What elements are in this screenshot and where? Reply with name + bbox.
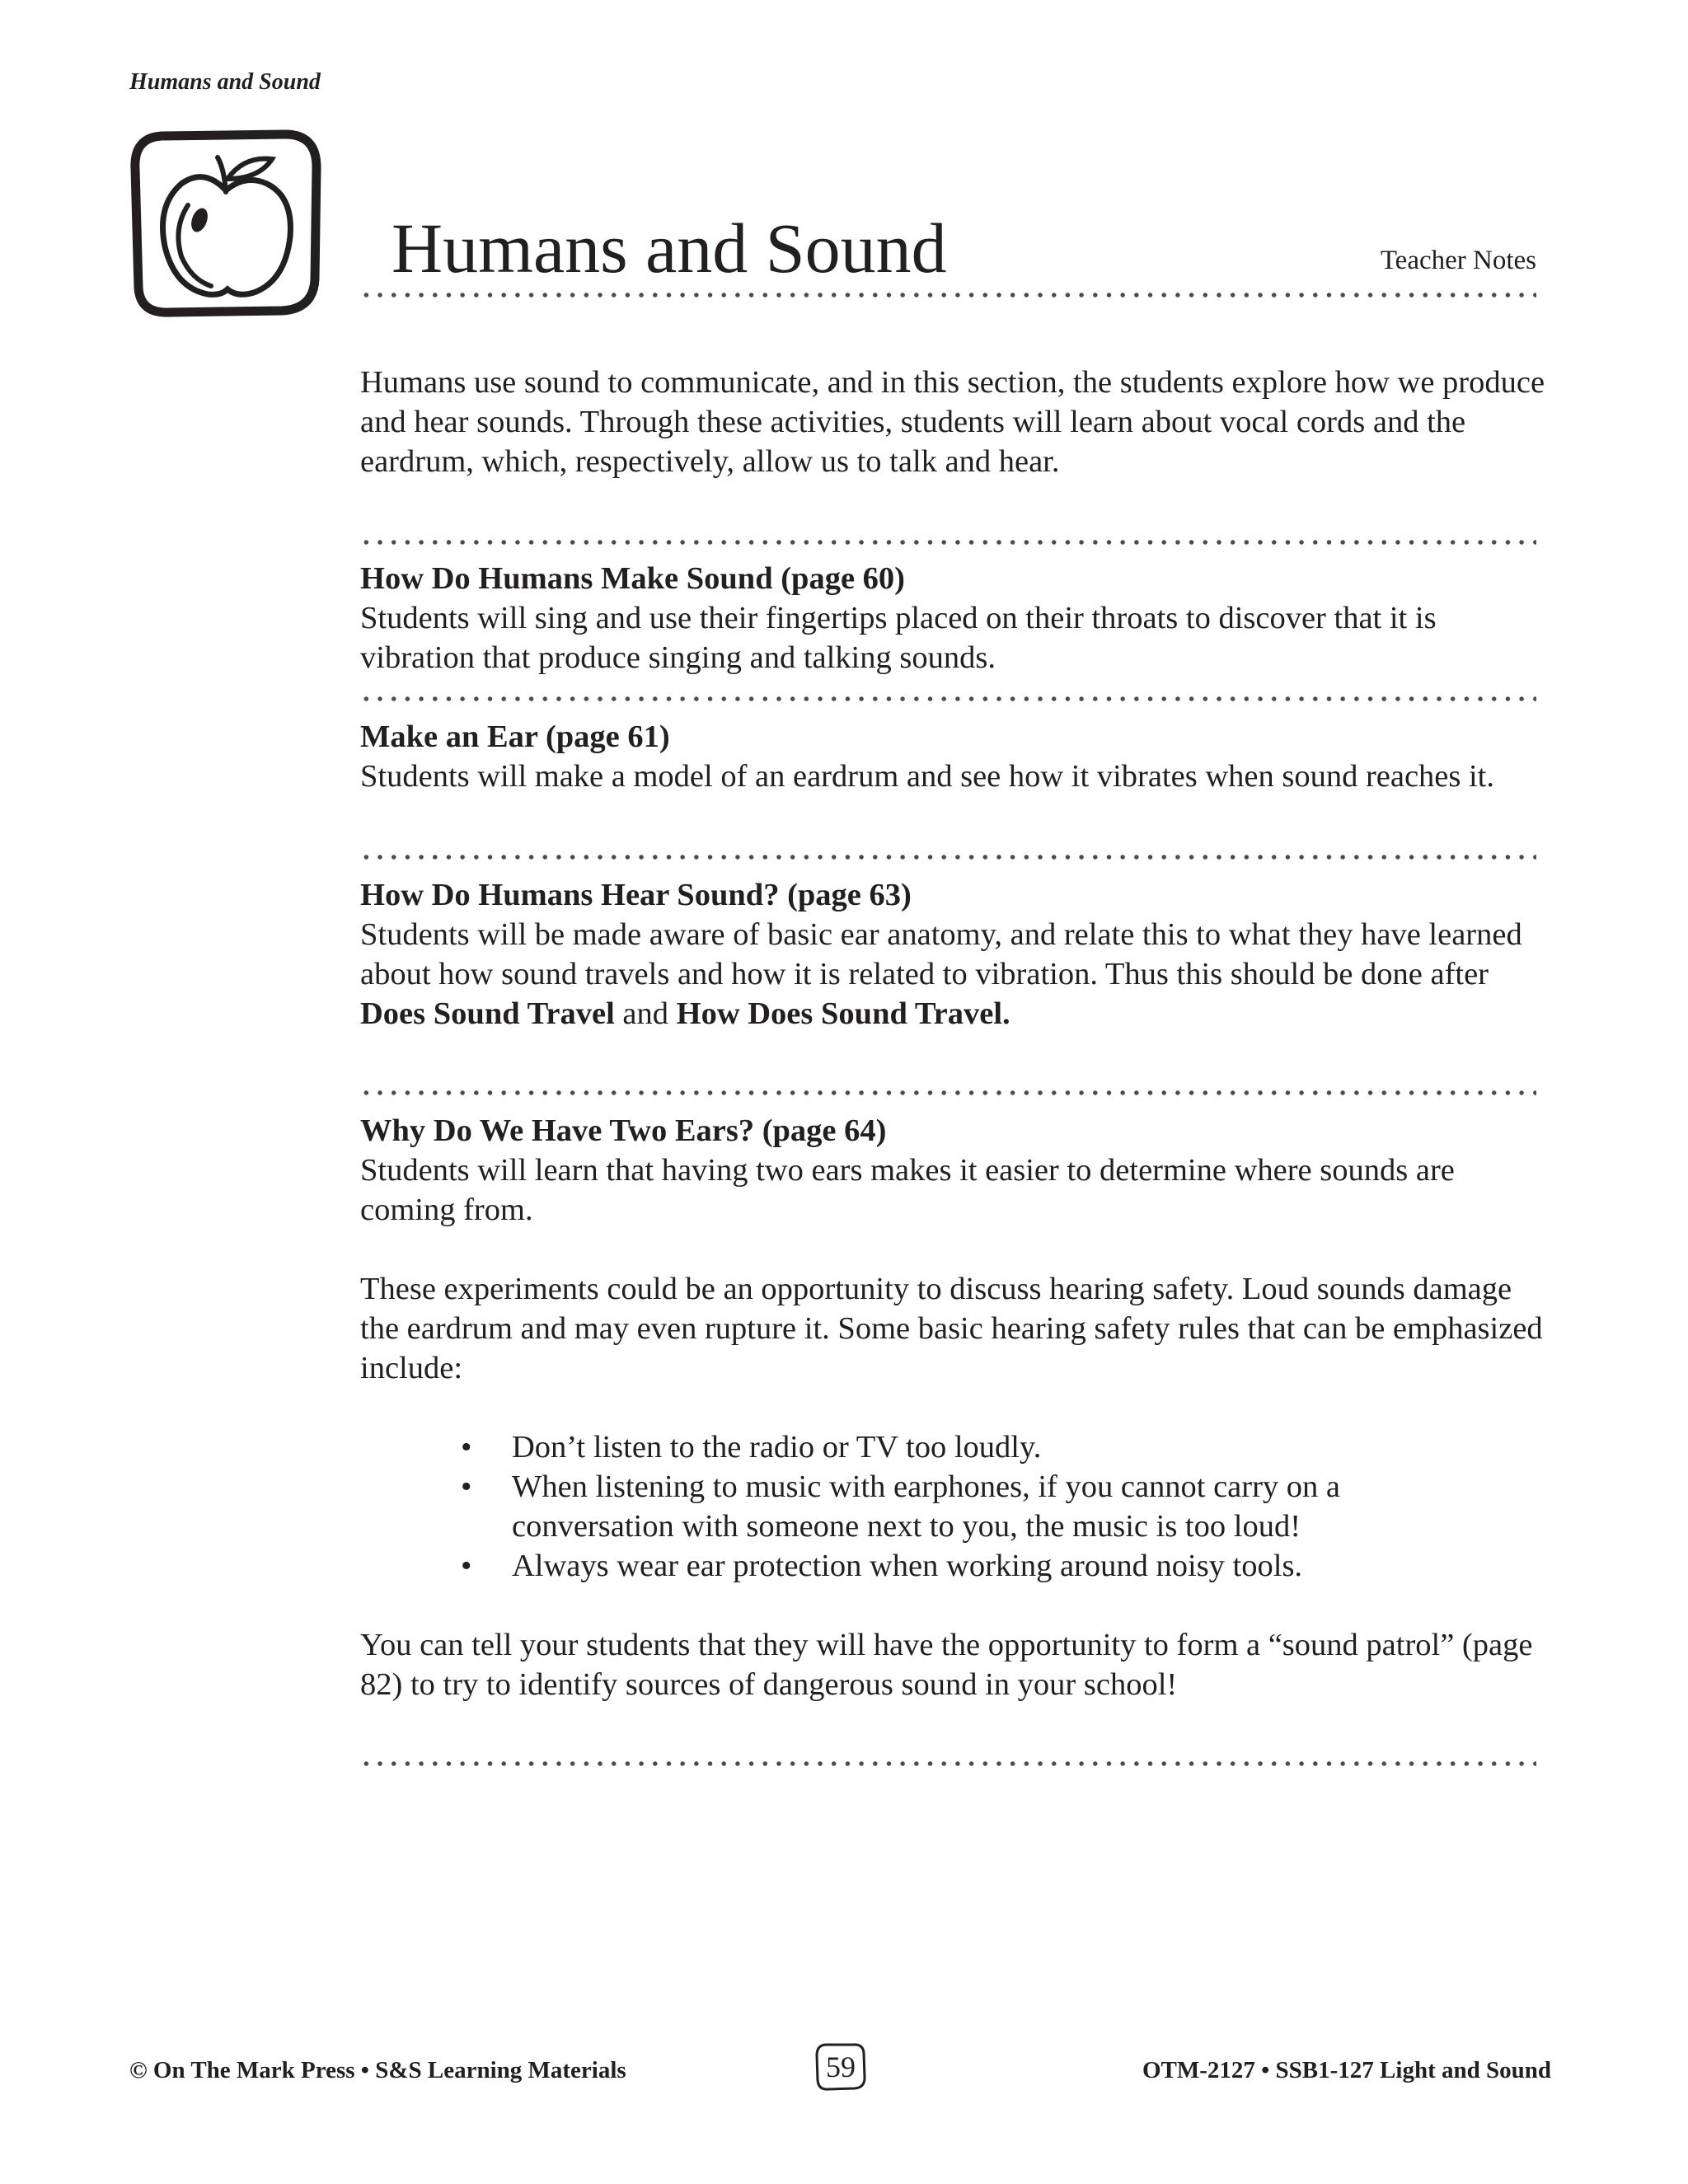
intro-text: Humans use sound to communicate, and in this section, the students explore how we produce and hear sounds. Through these activities, students will learn about vocal cords and the eardrum, which, respectively, allow us to talk and hear. — [360, 365, 1545, 479]
running-head: Humans and Sound — [129, 69, 321, 95]
list-item — [457, 1467, 1496, 1546]
activity-reference: Does Sound Travel — [360, 996, 615, 1031]
section-body: Students will make a model of an eardrum and see how it vibrates when sound reaches it. — [360, 759, 1494, 794]
section-heading: Make an Ear (page 61) — [360, 719, 670, 754]
section-body-text: Students will be made aware of basic ear anatomy, and relate this to what they have learned about how sound travels and how it is related to vibration. Thus this should be done after — [360, 917, 1522, 991]
section-label: Teacher Notes — [1380, 246, 1536, 275]
page-number: 59 — [826, 2050, 856, 2083]
dotted-divider — [359, 696, 1536, 702]
dotted-divider — [359, 1760, 1536, 1767]
section-heading: How Do Humans Hear Sound? (page 63) — [360, 878, 912, 912]
list-item-text: Don’t listen to the radio or TV too loudly. — [512, 1430, 1042, 1465]
bullet-icon: • — [461, 1430, 472, 1465]
safety-intro — [360, 1269, 1547, 1388]
dotted-divider — [359, 1090, 1536, 1096]
footer-product-code: OTM-2127 • SSB1-127 Light and Sound — [1142, 2057, 1551, 2083]
page-title: Humans and Sound — [392, 209, 947, 288]
section-heading: How Do Humans Make Sound (page 60) — [360, 561, 906, 596]
section-make-sound — [360, 559, 1547, 677]
dotted-divider — [359, 539, 1536, 546]
dotted-divider — [359, 854, 1536, 860]
list-item — [457, 1546, 1496, 1586]
activity-reference: How Does Sound Travel. — [676, 996, 1010, 1031]
intro-paragraph — [360, 363, 1547, 481]
bullet-icon: • — [461, 1549, 472, 1583]
safety-intro-text: These experiments could be an opportunity to discuss hearing safety. Loud sounds damage the eardrum and may even rupture it. Some basic hearing safety rules that can be emphasized include: — [360, 1272, 1543, 1385]
closing-text: You can tell your students that they will have the opportunity to form a “sound patrol” (page 82) to try to identify sources of dangerous sound in your school! — [360, 1628, 1533, 1702]
section-body: Students will learn that having two ears makes it easier to determine where sounds are coming from. — [360, 1153, 1455, 1227]
section-heading: Why Do We Have Two Ears? (page 64) — [360, 1113, 887, 1148]
section-make-ear — [360, 717, 1547, 796]
apple-icon — [129, 126, 323, 321]
bullet-icon: • — [461, 1469, 472, 1504]
list-item — [457, 1427, 1496, 1467]
section-hear-sound — [360, 875, 1547, 1033]
footer-publisher: © On The Mark Press • S&S Learning Materials — [129, 2057, 626, 2083]
list-item-text: Always wear ear protection when working around noisy tools. — [512, 1549, 1303, 1583]
section-body — [360, 915, 1547, 1033]
list-item-text: When listening to music with earphones, if you cannot carry on a conversation with someone next to you, the music is too loud! — [512, 1469, 1341, 1544]
connector-text: and — [614, 996, 677, 1031]
dotted-divider — [359, 292, 1536, 298]
safety-rules-list — [457, 1427, 1496, 1586]
page-number-badge — [814, 2041, 868, 2093]
closing-paragraph — [360, 1625, 1547, 1704]
section-two-ears — [360, 1111, 1547, 1230]
section-body: Students will sing and use their fingertips placed on their throats to discover that it is vibration that produce singing and talking sounds. — [360, 601, 1437, 675]
